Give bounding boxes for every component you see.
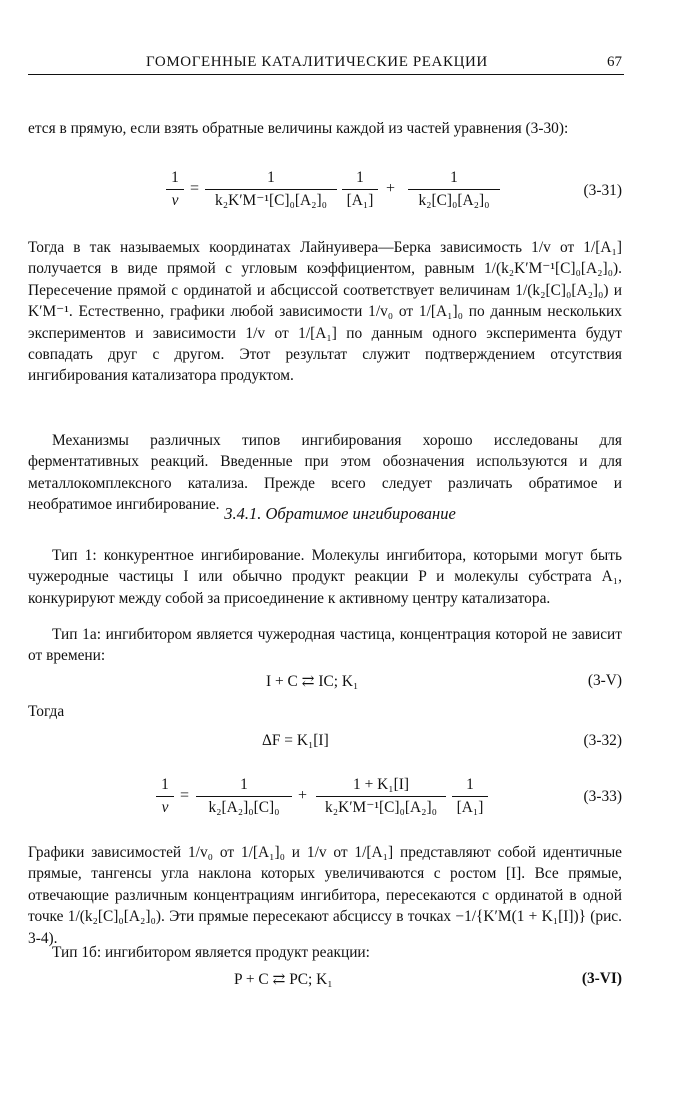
section-heading: 3.4.1. Обратимое ингибирование: [224, 504, 456, 523]
eq33-term3: 1 [A₁]: [452, 775, 488, 818]
paragraph-type-1: Тип 1: конкурентное ингибирование. Молекулы ингибитора, которыми могут быть чужеродные частицы I или обычно продукт реакции P и молекулы субстрата A₁, конкурируют между собой за присоединение к активному центру катализатора.: [28, 547, 622, 607]
equation-3-VI: P + C ⇄ PC; K₁: [234, 971, 333, 988]
eq33-lhs: 1 v: [156, 775, 174, 818]
eq33-plus: +: [298, 787, 308, 804]
eq31-plus: +: [386, 180, 396, 197]
paragraph-mechanisms: Механизмы различных типов ингибирования хорошо исследованы для ферментативных реакций. Введенные при этом обозначения используются и для металлокомплексного катализа. Прежде всего следует различать обратимое и необратимое ингибирование.: [28, 432, 622, 514]
equation-3-V: I + C ⇄ IC; K₁: [266, 673, 359, 690]
paragraph-lineweaver-burk: Тогда в так называемых координатах Лайнуивера—Берка зависимость 1/v от 1/[A₁] получается в виде прямой с угловым коэффициентом, равным 1/(k₂K′M⁻¹[C]₀[A₂]₀). Пересечение прямой с ординатой и абсциссой соответствует величинам 1/(k₂[C]₀[A₂]₀) и K′M⁻¹. Естественно, графики любой зависимости 1/v₀ от 1/[A₁]₀ по данным нескольких экспериментов и зависимости 1/v от 1/[A₁] по данным одного эксперимента будут совпадать друг с другом. Этот результат служит подтверждением отсутствия ингибирования катализатора продуктом.: [28, 239, 622, 385]
running-title: ГОМОГЕННЫЕ КАТАЛИТИЧЕСКИЕ РЕАКЦИИ: [146, 54, 488, 70]
then-word: Тогда: [28, 703, 65, 720]
eq31-equals: =: [190, 180, 200, 197]
eq33-number: (3-33): [583, 788, 622, 805]
page-number: 67: [607, 54, 622, 70]
eq31-number: (3-31): [583, 182, 622, 199]
eq31-lhs: 1 v: [166, 168, 184, 211]
paragraph-intro: ется в прямую, если взять обратные величины каждой из частей уравнения (3-30):: [28, 120, 569, 137]
equation-3-32: ΔF = K₁[I]: [262, 732, 329, 749]
paragraph-type-1a: Тип 1а: ингибитором является чужеродная частица, концентрация которой не зависит от времени:: [28, 626, 622, 665]
eq3VI-number: (3-VI): [581, 970, 622, 987]
eq31-term1: 1 k₂K′M⁻¹[C]₀[A₂]₀: [205, 168, 337, 211]
eq31-term2: 1 [A₁]: [342, 168, 378, 211]
paragraph-type-1b: Тип 1б: ингибитором является продукт реакции:: [52, 944, 370, 961]
eq31-term3: 1 k₂[C]₀[A₂]₀: [408, 168, 500, 211]
eq3V-number: (3-V): [587, 672, 622, 689]
eq33-term1: 1 k₂[A₂]₀[C]₀: [196, 775, 292, 818]
paragraph-graphs: Графики зависимостей 1/v₀ от 1/[A₁]₀ и 1/v от 1/[A₁] представляют собой идентичные прямые, тангенсы угла наклона которых увеличиваются с ростом [I]. Все прямые, отвечающие различным концентрациям ингибитора, пересекаются с ординатой в одной точке 1/(k₂[C]₀[A₂]₀). Эти прямые пересекают абсциссу в точках −1/{K′M(1 + K₁[I])} (рис. 3-4).: [28, 844, 622, 947]
eq33-equals: =: [180, 787, 190, 804]
running-header: [28, 52, 624, 75]
eq32-number: (3-32): [583, 732, 622, 749]
eq33-term2: 1 + K₁[I] k₂K′M⁻¹[C]₀[A₂]₀: [316, 775, 446, 818]
